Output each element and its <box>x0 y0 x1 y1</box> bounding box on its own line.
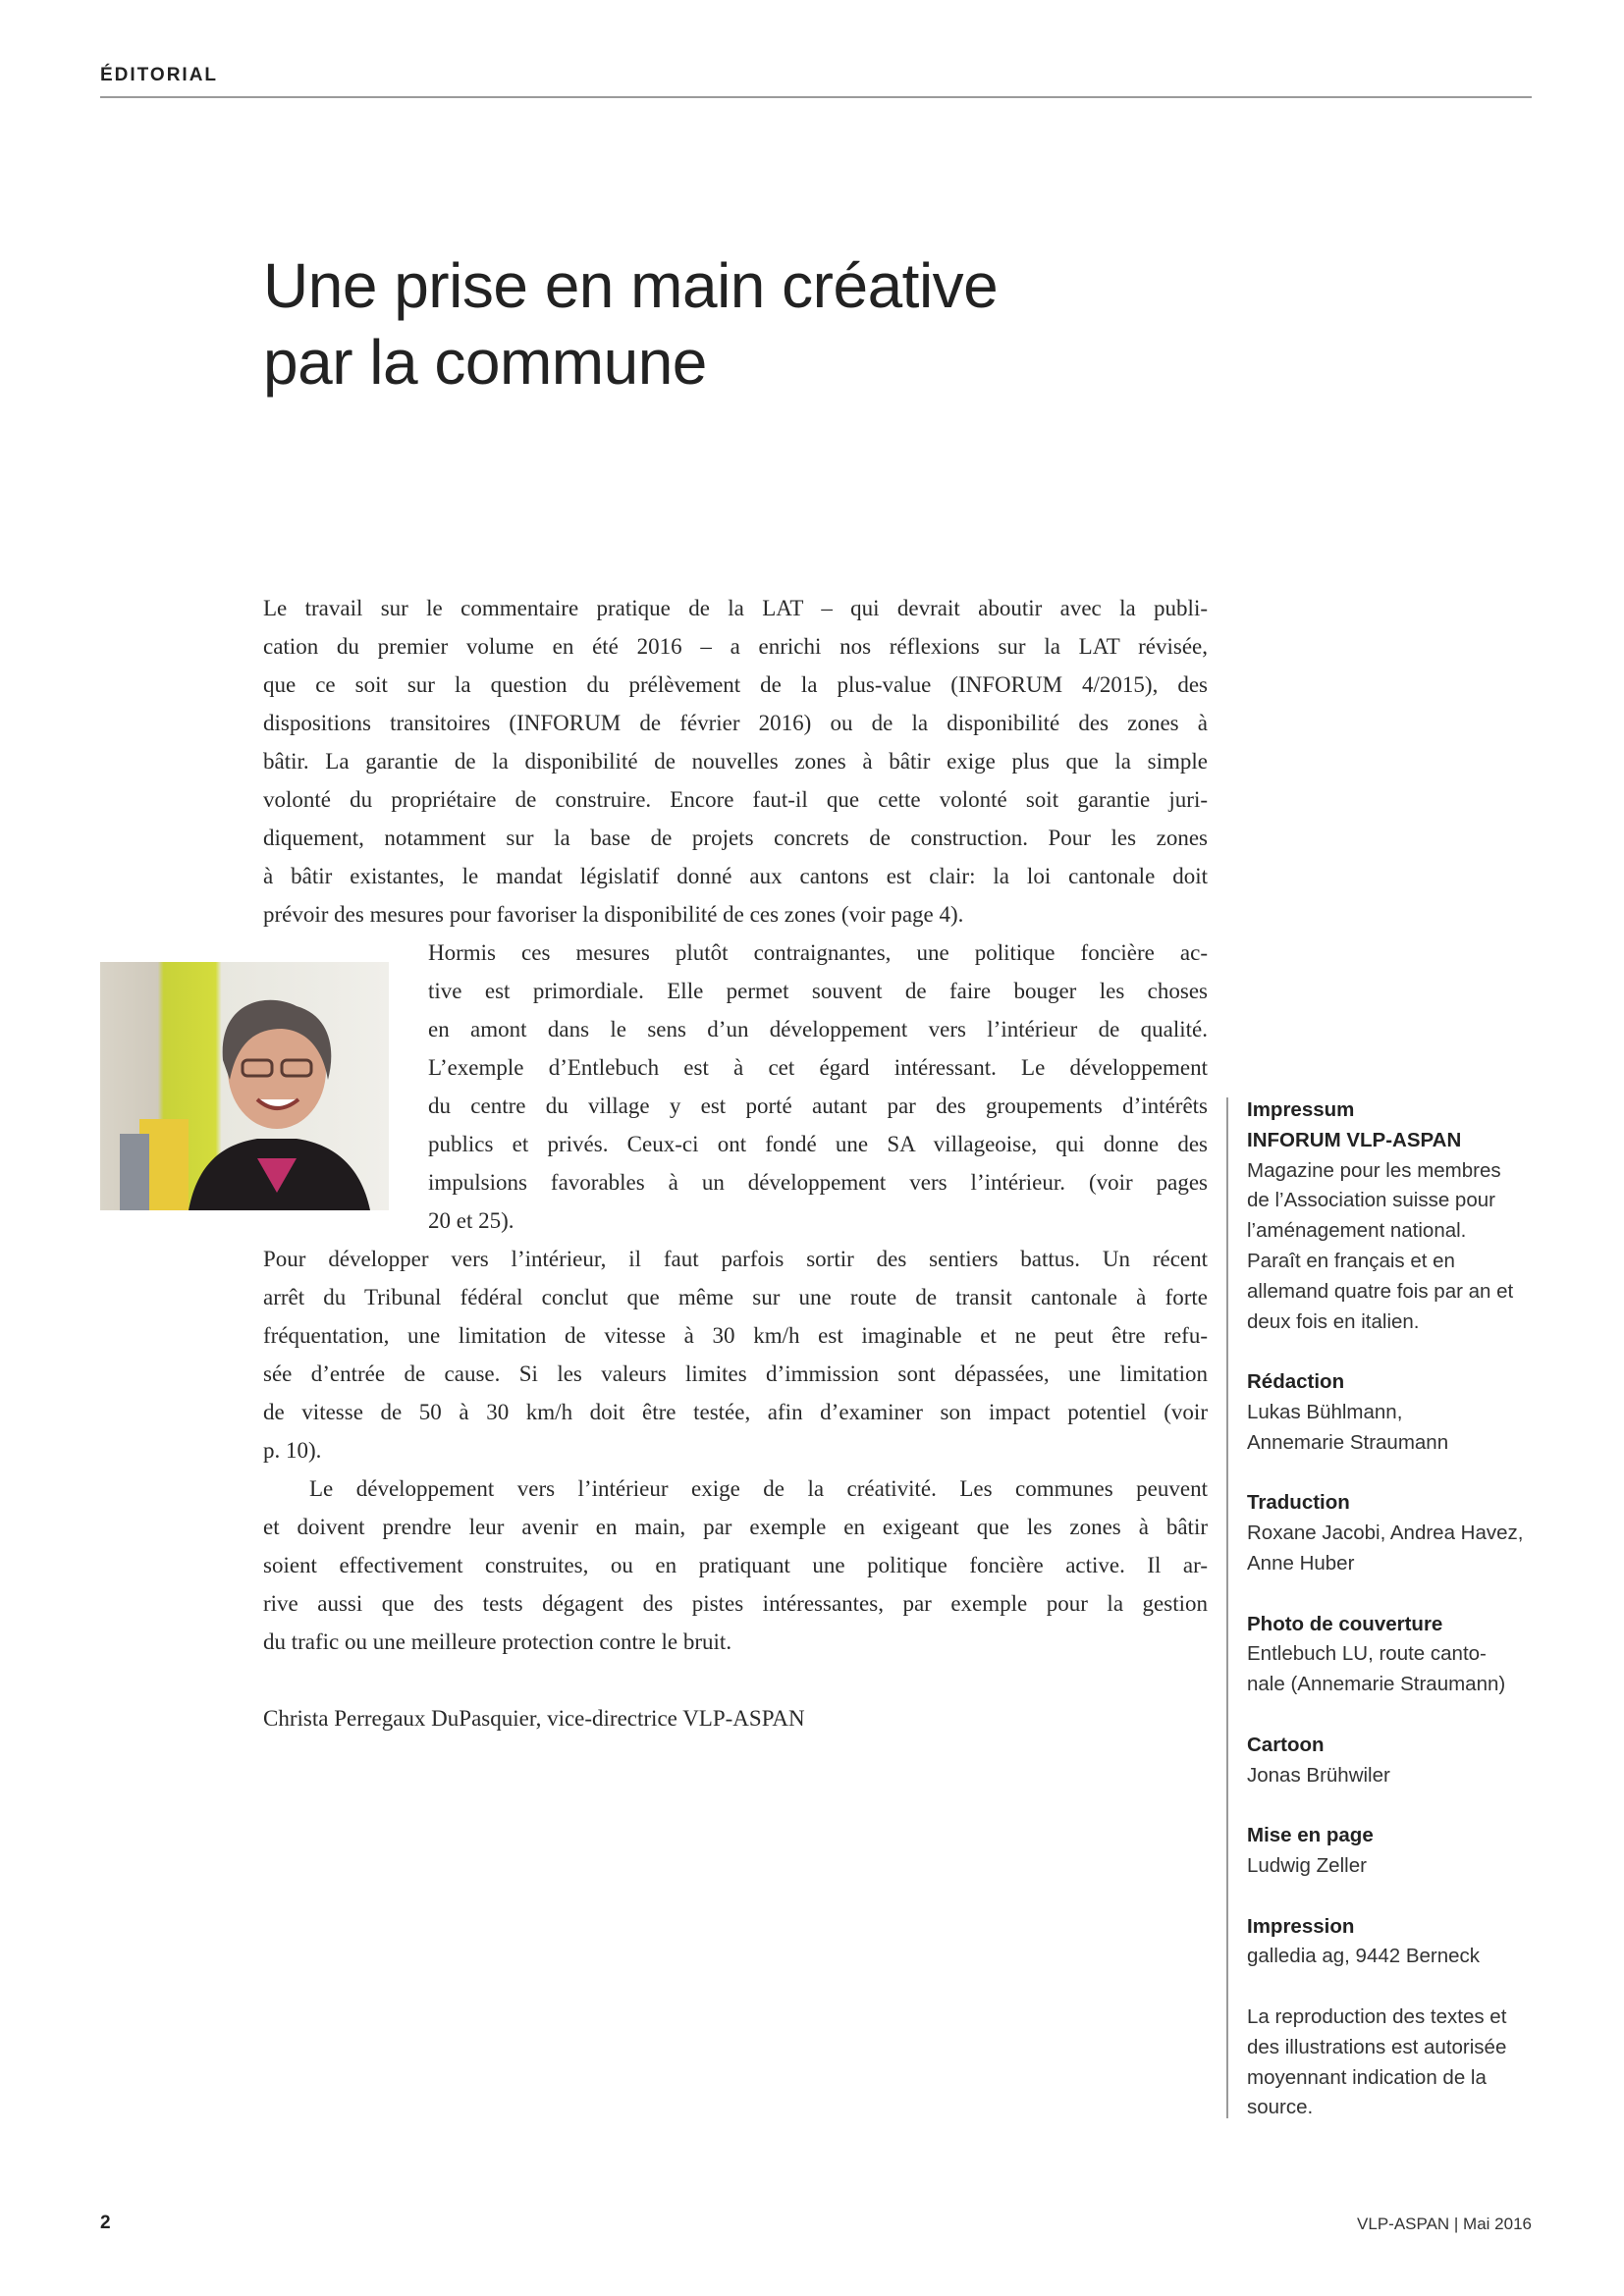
impressum-heading: Traduction <box>1247 1491 1350 1515</box>
body-line: 20 et 25). <box>428 1208 514 1233</box>
impressum-text: Magazine pour les membres <box>1247 1158 1501 1182</box>
impressum-block <box>1247 1488 1542 1578</box>
body-line: en amont dans le sens d’un développement vers l’intérieur de qualité. <box>428 1017 1208 1041</box>
impressum-text: galledia ag, 9442 Berneck <box>1247 1945 1481 1968</box>
impressum-text: allemand quatre fois par an et <box>1247 1279 1514 1303</box>
impressum-heading: INFORUM VLP-ASPAN <box>1247 1128 1462 1151</box>
impressum-heading: Photo de couverture <box>1247 1612 1443 1635</box>
body-line: arrêt du Tribunal fédéral conclut que même sur une route de transit cantonale à forte <box>263 1285 1208 1309</box>
body-line: Le travail sur le commentaire pratique de la LAT – qui devrait aboutir avec la publi- <box>263 596 1208 620</box>
body-line: rive aussi que des tests dégagent des pistes intéressantes, par exemple pour la gestion <box>263 1591 1208 1616</box>
section-label: ÉDITORIAL <box>100 65 219 85</box>
header-rule <box>100 96 1532 98</box>
body-line: de vitesse de 50 à 30 km/h doit être testée, afin d’examiner son impact potentiel (voir <box>263 1400 1208 1424</box>
impressum-text: Jonas Brühwiler <box>1247 1763 1390 1787</box>
body-line: à bâtir existantes, le mandat législatif donné aux cantons est clair: la loi cantonale doit <box>263 864 1208 888</box>
footer-publication: VLP-ASPAN | Mai 2016 <box>1357 2215 1532 2233</box>
body-line: impulsions favorables à un développement vers l’intérieur. (voir pages <box>428 1170 1208 1195</box>
body-line: Hormis ces mesures plutôt contraignantes, une politique foncière ac- <box>428 940 1208 965</box>
body-line: et doivent prendre leur avenir en main, par exemple en exigeant que les zones à bâtir <box>263 1515 1208 1539</box>
impressum-block <box>1247 1095 1542 1337</box>
body-line: fréquentation, une limitation de vitesse à 30 km/h est imaginable et ne peut être refu- <box>263 1323 1208 1348</box>
impressum-text: Entlebuch LU, route canto- <box>1247 1642 1487 1666</box>
impressum-heading: Rédaction <box>1247 1370 1345 1394</box>
portrait-image <box>100 962 389 1210</box>
body-line: diquement, notamment sur la base de projets concrets de construction. Pour les zones <box>263 826 1208 850</box>
title-line: Une prise en main créative <box>263 250 999 321</box>
body-line: bâtir. La garantie de la disponibilité de nouvelles zones à bâtir exige plus que la simple <box>263 749 1208 774</box>
impressum-block <box>1247 1912 1542 1973</box>
body-line: p. 10). <box>263 1438 322 1463</box>
impressum-text: moyennant indication de la <box>1247 2065 1487 2089</box>
impressum-text: de l’Association suisse pour <box>1247 1189 1495 1212</box>
impressum-text: deux fois en italien. <box>1247 1309 1420 1333</box>
body-line: publics et privés. Ceux-ci ont fondé une SA villageoise, qui donne des <box>428 1132 1208 1156</box>
body-line: que ce soit sur la question du prélèvement de la plus-value (INFORUM 4/2015), des <box>263 672 1208 697</box>
body-line: du centre du village y est porté autant par des groupements d’intérêts <box>428 1094 1208 1118</box>
signature: Christa Perregaux DuPasquier, vice-directrice VLP-ASPAN <box>263 1706 805 1731</box>
impressum-block <box>1247 1367 1542 1458</box>
body-line: L’exemple d’Entlebuch est à cet égard intéressant. Le développement <box>428 1055 1208 1080</box>
sidebar-divider <box>1226 1097 1228 2118</box>
impressum-text: Lukas Bühlmann, <box>1247 1400 1403 1423</box>
impressum-block <box>1247 1731 1542 1791</box>
impressum-text: des illustrations est autorisée <box>1247 2035 1507 2058</box>
body-line: Le développement vers l’intérieur exige de la créativité. Les communes peuvent <box>309 1476 1208 1501</box>
impressum-text: Ludwig Zeller <box>1247 1853 1367 1877</box>
body-line: prévoir des mesures pour favoriser la disponibilité de ces zones (voir page 4). <box>263 902 964 927</box>
impressum-text: Roxane Jacobi, Andrea Havez, <box>1247 1522 1524 1545</box>
impressum-block <box>1247 1821 1542 1882</box>
page-number: 2 <box>100 2213 111 2233</box>
body-line: cation du premier volume en été 2016 – a enrichi nos réflexions sur la LAT révisée, <box>263 634 1208 659</box>
impressum-block <box>1247 2002 1542 2123</box>
impressum-text: source. <box>1247 2096 1314 2119</box>
body-line: dispositions transitoires (INFORUM de février 2016) ou de la disponibilité des zones à <box>263 711 1208 735</box>
title-line: par la commune <box>263 327 707 398</box>
impressum-block <box>1247 1610 1542 1700</box>
impressum-heading: Impression <box>1247 1914 1355 1938</box>
body-line: tive est primordiale. Elle permet souvent de faire bouger les choses <box>428 979 1208 1003</box>
impressum-text: Anne Huber <box>1247 1551 1355 1575</box>
body-line: sée d’entrée de cause. Si les valeurs limites d’immission sont dépassées, une limitation <box>263 1362 1208 1386</box>
body-line: Pour développer vers l’intérieur, il faut parfois sortir des sentiers battus. Un récent <box>263 1247 1208 1271</box>
impressum-text: nale (Annemarie Straumann) <box>1247 1673 1506 1696</box>
impressum-heading: Cartoon <box>1247 1733 1325 1756</box>
body-line: soient effectivement construites, ou en pratiquant une politique foncière active. Il ar- <box>263 1553 1208 1577</box>
impressum-sidebar <box>1247 1095 1542 2154</box>
impressum-heading: Impressum <box>1247 1098 1355 1121</box>
body-line: du trafic ou une meilleure protection contre le bruit. <box>263 1629 732 1654</box>
impressum-text: Annemarie Straumann <box>1247 1430 1449 1454</box>
page-title <box>263 247 998 400</box>
impressum-text: La reproduction des textes et <box>1247 2004 1507 2028</box>
impressum-text: Paraît en français et en <box>1247 1249 1455 1272</box>
impressum-text: l’aménagement national. <box>1247 1219 1467 1243</box>
author-photo <box>100 962 389 1210</box>
body-line: volonté du propriétaire de construire. Encore faut-il que cette volonté soit garantie juri- <box>263 787 1208 812</box>
impressum-heading: Mise en page <box>1247 1824 1374 1847</box>
